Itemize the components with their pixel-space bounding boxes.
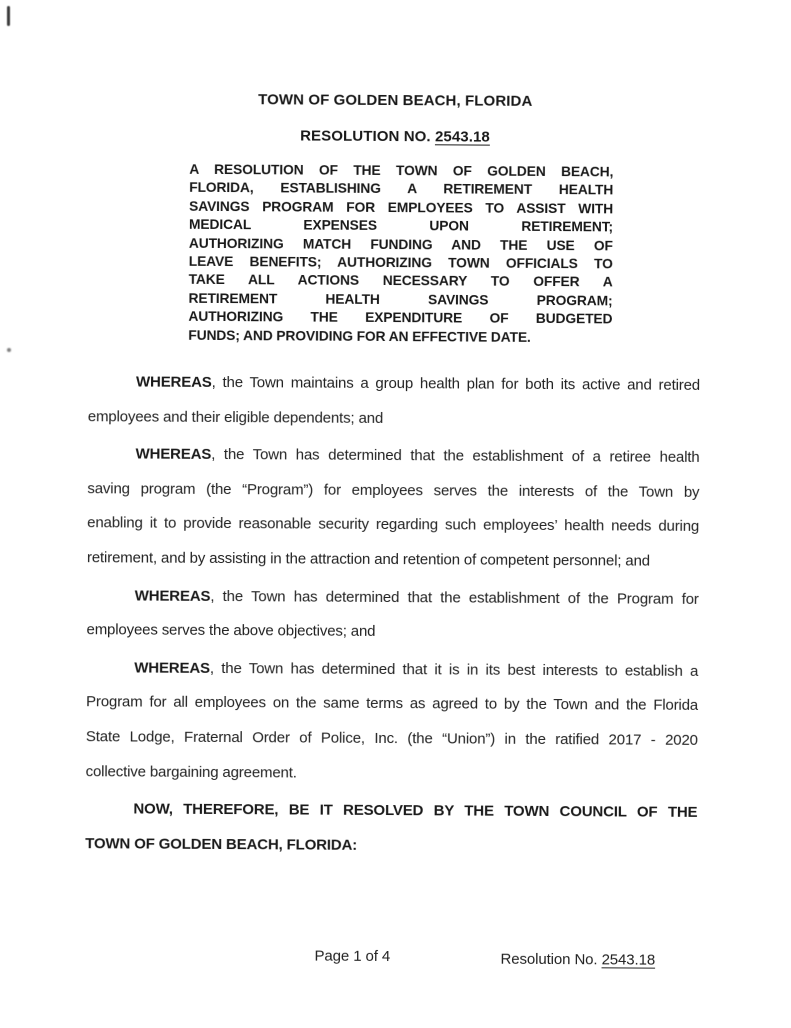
para2-line-2: saving program (the “Program”) for employees serves the interests of the Town by <box>87 479 700 501</box>
resolution-number-heading <box>0 126 791 148</box>
whereas-keyword: WHEREAS <box>134 659 210 677</box>
resolution-title-block <box>188 161 613 348</box>
title-line-1: A RESOLUTION OF THE TOWN OF GOLDEN BEACH, <box>189 161 614 180</box>
footer-resolution-value: 2543.18 <box>601 951 656 969</box>
page-number: Page 1 of 4 <box>314 947 391 966</box>
para1-line-2: employees and their eligible dependents; and <box>87 407 384 427</box>
title-line-7: TAKE ALL ACTIONS NECESSARY TO OFFER A <box>188 272 613 290</box>
para2-line-1 <box>87 444 699 482</box>
para4-line-1 <box>86 658 698 696</box>
title-line-3: SAVINGS PROGRAM FOR EMPLOYEES TO ASSIST WITH <box>189 198 614 217</box>
para3-line-1 <box>87 586 699 624</box>
whereas-keyword: WHEREAS <box>134 587 211 605</box>
title-line-8: RETIREMENT HEALTH SAVINGS PROGRAM; <box>188 290 613 309</box>
resolved-clause-line-2: TOWN OF GOLDEN BEACH, FLORIDA: <box>85 834 358 854</box>
para2-line-1-text: , the Town has determined that the establishment of a retiree health <box>211 446 700 467</box>
resolved-clause-line-1: NOW, THEREFORE, BE IT RESOLVED BY THE TOWN COUNCIL OF THE <box>133 800 698 822</box>
footer-resolution-number <box>500 951 655 969</box>
title-line-10: FUNDS; AND PROVIDING FOR AN EFFECTIVE DATE. <box>188 327 531 345</box>
whereas-keyword: WHEREAS <box>135 373 212 391</box>
para1-line-1 <box>88 372 700 410</box>
para4-line-4: collective bargaining agreement. <box>85 762 297 781</box>
title-line-5: AUTHORIZING MATCH FUNDING AND THE USE OF <box>188 235 613 254</box>
para4-line-3: State Lodge, Fraternal Order of Police, Inc. (the “Union”) in the ratified 2017 - 2020 <box>85 728 698 749</box>
para2-line-4: retirement, and by assisting in the attraction and retention of competent personnel; and <box>86 549 650 570</box>
title-line-2: FLORIDA, ESTABLISHING A RETIREMENT HEALTH <box>189 180 614 198</box>
para3-line-1-text: , the Town has determined that the establishment of the Program for <box>210 587 699 608</box>
document-body <box>85 372 700 872</box>
resolution-number-prefix: RESOLUTION NO. <box>300 127 436 146</box>
title-line-4: MEDICAL EXPENSES UPON RETIREMENT; <box>188 217 614 235</box>
para4-line-1-text: , the Town has determined that it is in its best interests to establish a <box>209 659 699 680</box>
title-line-9: AUTHORIZING THE EXPENDITURE OF BUDGETED <box>188 309 613 327</box>
title-line-6: LEAVE BENEFITS; AUTHORIZING TOWN OFFICIALS TO <box>188 253 613 272</box>
para1-line-1-text: , the Town maintains a group health plan for both its active and retired <box>211 373 701 394</box>
resolution-number: 2543.18 <box>434 128 490 146</box>
whereas-keyword: WHEREAS <box>135 445 212 464</box>
para4-line-2: Program for all employees on the same terms as agreed to by the Town and the Florida <box>86 693 699 715</box>
para2-line-3: enabling it to provide reasonable security regarding such employees’ health needs during <box>87 514 700 536</box>
para3-line-2: employees serves the above objectives; and <box>86 621 376 641</box>
document-org-heading: TOWN OF GOLDEN BEACH, FLORIDA <box>258 91 533 110</box>
footer-resolution-prefix: Resolution No. <box>500 950 602 969</box>
